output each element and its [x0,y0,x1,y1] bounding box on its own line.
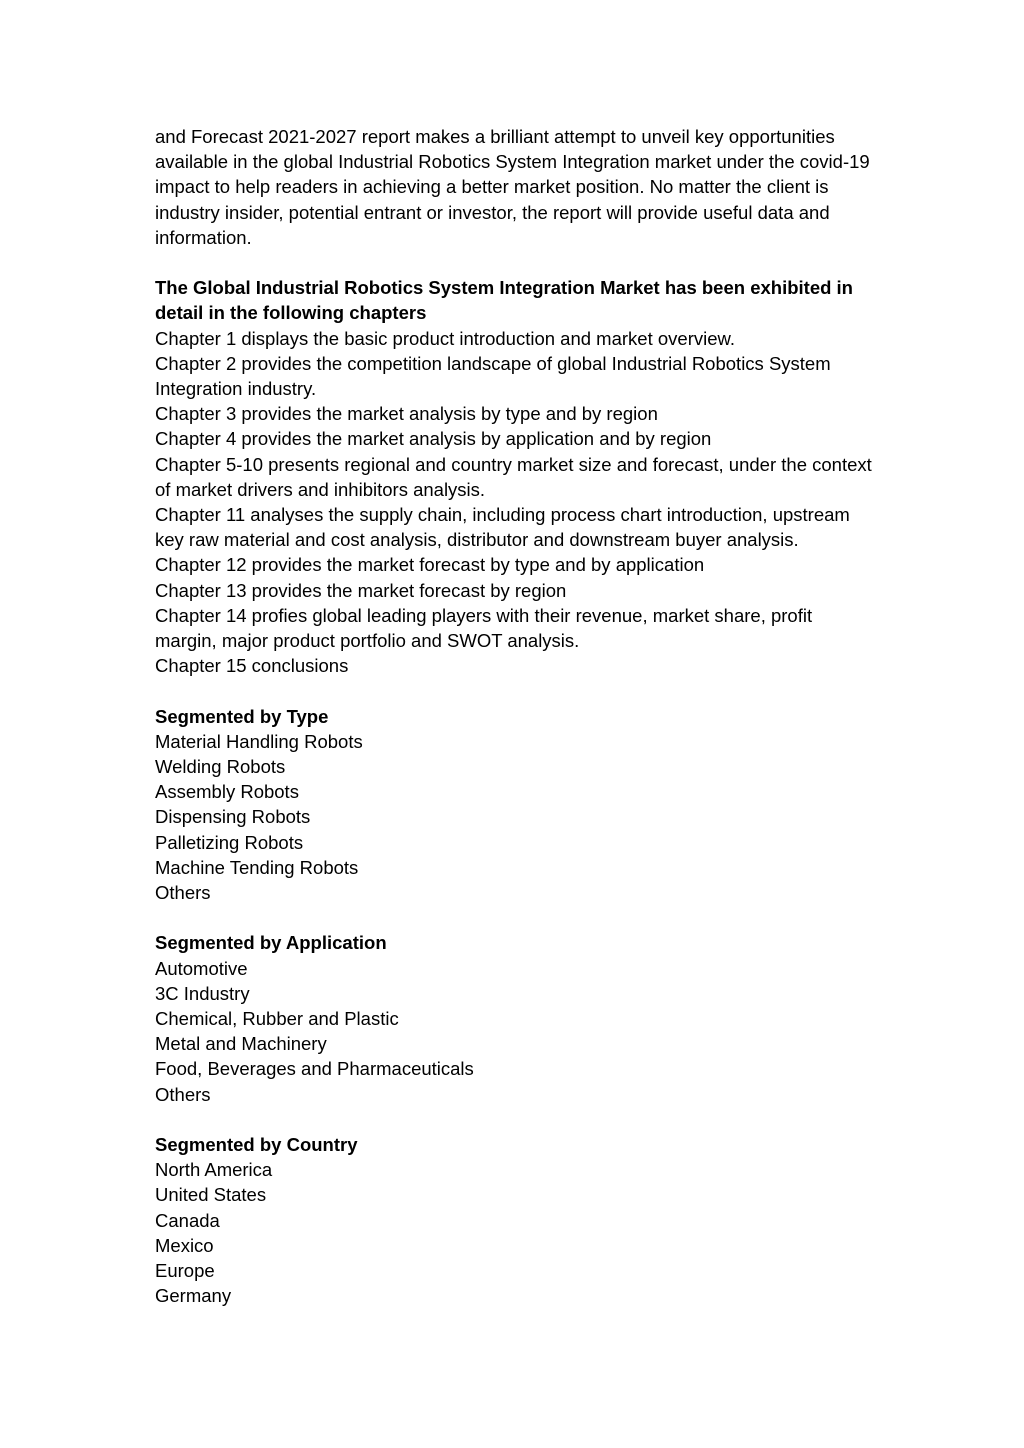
application-item: Food, Beverages and Pharmaceuticals [155,1058,474,1080]
application-item: 3C Industry [155,982,250,1004]
spacer [155,678,875,703]
country-heading: Segmented by Country [155,1134,358,1156]
type-item: Palletizing Robots [155,831,304,853]
chapters-list [155,326,875,679]
document-page [155,124,875,1308]
application-list [155,956,875,1107]
country-section [155,1132,875,1308]
chapter-item: Chapter 14 profies global leading players with their revenue, market share, profit margin, major product portfolio and SWOT analysis. [155,604,813,652]
country-item: United States [155,1184,267,1206]
intro-paragraph: and Forecast 2021-2027 report makes a brilliant attempt to unveil key opportunities available in the global Industrial Robotics System Integration market under the covid-19 impact to help readers in achieving a better market position. No matter the client is industry insider, potential entrant or investor, the report will provide useful data and information. [155,126,870,248]
application-item: Chemical, Rubber and Plastic [155,1008,399,1030]
chapter-item: Chapter 13 provides the market forecast by region [155,579,567,601]
chapter-item: Chapter 11 analyses the supply chain, including process chart introduction, upstream key raw material and cost analysis, distributor and downstream buyer analysis. [155,504,850,551]
type-section [155,704,875,906]
chapter-item: Chapter 5-10 presents regional and country market size and forecast, under the context of market drivers and inhibitors analysis. [155,453,872,500]
application-item: Others [155,1083,211,1105]
type-item: Material Handling Robots [155,730,363,752]
spacer [155,250,875,275]
chapter-item: Chapter 15 conclusions [155,655,349,677]
type-item: Others [155,882,211,904]
type-list [155,729,875,905]
chapter-item: Chapter 3 provides the market analysis by type and by region [155,403,658,425]
chapters-heading: The Global Industrial Robotics System Integration Market has been exhibited in detail in the following chapters [155,277,853,324]
chapter-item: Chapter 12 provides the market forecast by type and by application [155,554,705,576]
application-item: Automotive [155,957,248,979]
country-list [155,1157,875,1308]
spacer [155,905,875,930]
type-item: Welding Robots [155,756,286,778]
application-item: Metal and Machinery [155,1033,327,1055]
country-item: Mexico [155,1234,214,1256]
chapters-section [155,275,875,678]
chapter-item: Chapter 1 displays the basic product introduction and market overview. [155,327,735,349]
country-item: Europe [155,1260,215,1282]
type-heading: Segmented by Type [155,705,329,727]
type-item: Assembly Robots [155,781,299,803]
country-item: Canada [155,1209,220,1231]
chapter-item: Chapter 4 provides the market analysis by application and by region [155,428,712,450]
application-section [155,930,875,1106]
country-item: North America [155,1159,273,1181]
country-item: Germany [155,1285,232,1307]
spacer [155,1107,875,1132]
type-item: Dispensing Robots [155,806,311,828]
type-item: Machine Tending Robots [155,856,359,878]
application-heading: Segmented by Application [155,932,387,954]
chapter-item: Chapter 2 provides the competition landscape of global Industrial Robotics System Integration industry. [155,352,831,400]
